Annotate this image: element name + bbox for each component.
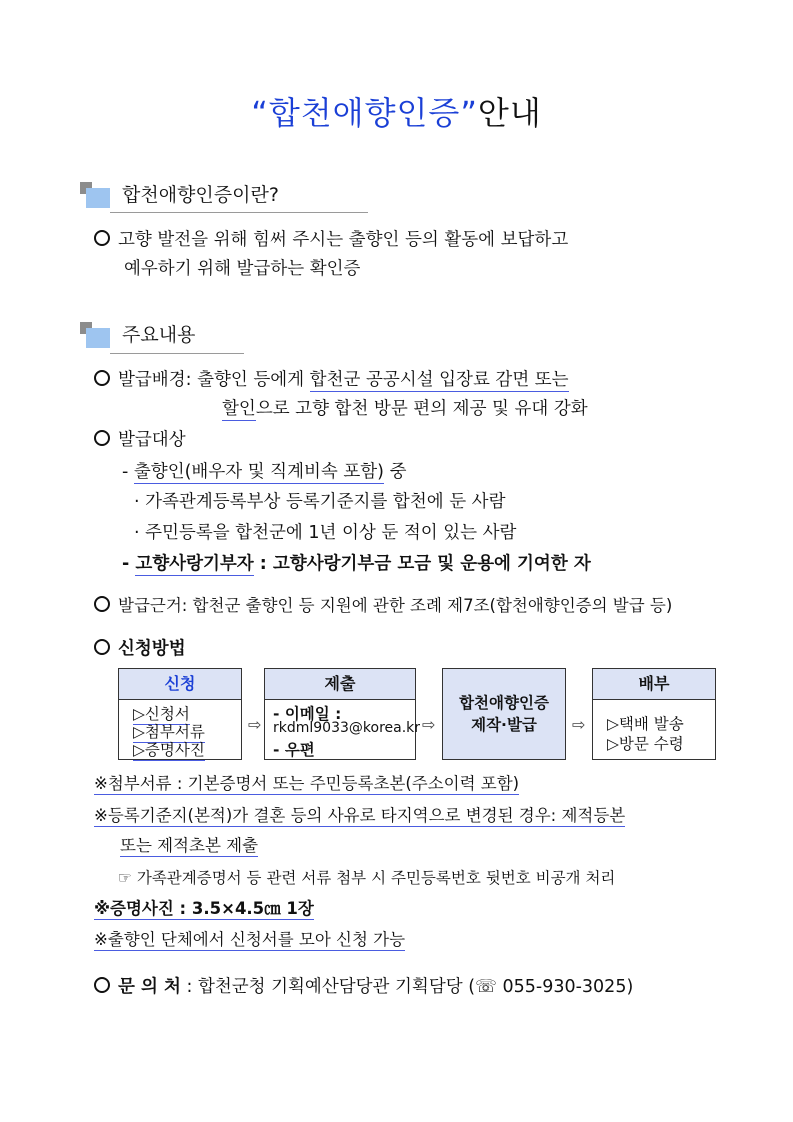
flow-line: ▷택배 발송 — [607, 715, 684, 733]
target-item2: - 고향사랑기부자 : 고향사랑기부금 모금 및 운용에 기여한 자 — [122, 554, 591, 574]
section2-heading: 주요내용 — [122, 324, 196, 346]
note-attachments: ※첨부서류 : 기본증명서 또는 주민등록초본(주소이력 포함) — [94, 774, 520, 793]
target-sub1: · 가족관계등록부상 등록기준지를 합천에 둔 사람 — [134, 492, 506, 512]
flow-step-apply — [118, 668, 242, 760]
arrow-right-icon: ⇨ — [422, 715, 436, 734]
section1-line2: 예우하기 위해 발급하는 확인증 — [124, 259, 361, 279]
section1-rule — [110, 212, 368, 213]
section1-heading: 합천애향인증이란? — [122, 184, 279, 206]
flow-step-head: 배부 — [593, 669, 715, 700]
background-line2: 할인으로 고향 합천 방문 편의 제공 및 유대 강화 — [222, 399, 588, 419]
page-title — [0, 88, 793, 134]
circle-bullet-icon — [94, 370, 110, 386]
arrow-right-icon: ⇨ — [572, 715, 586, 734]
target-sub2: · 주민등록을 합천군에 1년 이상 둔 적이 있는 사람 — [134, 523, 517, 543]
contact-line — [94, 975, 633, 999]
circle-bullet-icon — [94, 230, 110, 246]
flow-step-issue — [442, 668, 566, 760]
flow-step-head: 제출 — [265, 669, 415, 700]
note-group: ※출향인 단체에서 신청서를 모아 신청 가능 — [94, 930, 406, 949]
title-quote-open: “ — [251, 94, 269, 132]
flow-line: ▷첨부서류 — [133, 723, 205, 741]
flow-line: - 이메일 : — [273, 705, 342, 723]
section1-bullet — [94, 228, 568, 252]
section1-line1: 고향 발전을 위해 힘써 주시는 출향인 등의 활동에 보답하고 — [118, 230, 569, 250]
flow-line: ▷증명사진 — [133, 741, 205, 759]
basis-line: 발급근거: 합천군 출향인 등 지원에 관한 조례 제7조(합천애향인증의 발급 등) — [94, 594, 672, 618]
target-label: 발급대상 — [94, 428, 186, 452]
title-suffix: 안내 — [477, 94, 542, 132]
note-photo: ※증명사진 : 3.5×4.5㎝ 1장 — [94, 899, 314, 918]
arrow-right-icon: ⇨ — [248, 715, 262, 734]
flow-line: 합천애향인증 — [459, 694, 549, 712]
contact-label: 문 의 처 — [118, 977, 181, 997]
section2-rule — [110, 353, 244, 354]
flow-step-submit — [264, 668, 421, 760]
section-square-icon — [80, 182, 110, 208]
section-square-icon — [80, 322, 110, 348]
flow-line: 제작·발급 — [471, 716, 537, 734]
flow-step-deliver — [592, 668, 716, 760]
flow-line: rkdml9033@korea.kr — [273, 720, 421, 736]
circle-bullet-icon — [94, 977, 110, 993]
flow-line: ▷신청서 — [133, 705, 190, 723]
target-item1: - 출향인(배우자 및 직계비속 포함) 중 — [122, 462, 407, 482]
circle-bullet-icon — [94, 639, 110, 655]
background-line1: 발급배경: 출향인 등에게 합천군 공공시설 입장료 감면 또는 — [94, 368, 569, 392]
note-registry-line1: ※등록기준지(본적)가 결혼 등의 사유로 타지역으로 변경된 경우: 제적등본 — [94, 806, 626, 825]
note-registry-line2: 또는 제적초본 제출 — [120, 836, 259, 855]
flow-line: ▷방문 수령 — [607, 735, 684, 753]
flow-step-head: 신청 — [119, 669, 241, 700]
circle-bullet-icon — [94, 430, 110, 446]
flow-line: - 우편 — [273, 741, 315, 759]
circle-bullet-icon — [94, 596, 110, 612]
method-label: 신청방법 — [94, 637, 186, 661]
title-quote-close: ” — [460, 94, 478, 132]
note-privacy: ☞ 가족관계증명서 등 관련 서류 첨부 시 주민등록번호 뒷번호 비공개 처리 — [118, 869, 616, 887]
title-name: 합천애향인증 — [268, 94, 461, 132]
contact-text: : 합천군청 기획예산담당관 기획담당 (☏ 055-930-3025) — [186, 977, 634, 997]
